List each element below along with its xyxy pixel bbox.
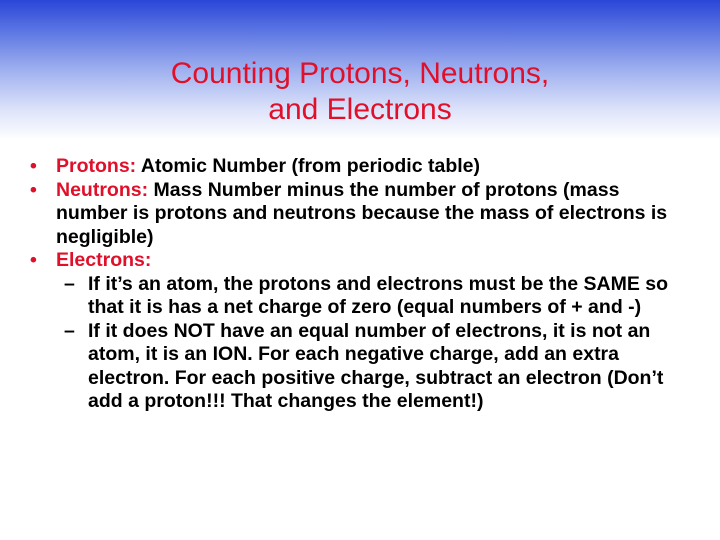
bullet-term-electrons: Electrons: [56,249,152,271]
bullet-electrons [30,249,690,273]
sub-bullet-dash-icon: – [64,272,75,295]
slide-title-line-1: Counting Protons, Neutrons, [170,57,550,90]
bullet-protons [30,155,690,179]
bullet-term-protons: Protons: [56,155,137,177]
sub-bullet-text-ion: If it does NOT have an equal number of electrons, it is not an atom, it is an ION. For each negative charge, add an extra electron. For each positive charge, subtract an electron (Don’t add a proton!!! That changes the element!) [88,319,664,412]
sub-bullet-atom [30,273,690,320]
bullet-dot-icon: • [30,249,37,271]
slide-body [30,155,690,414]
sub-bullet-dash-icon: – [64,319,75,342]
bullet-dot-icon: • [30,178,37,201]
bullet-text-neutrons: Mass Number minus the number of protons (mass number is protons and neutrons because the mass of electrons is negligible) [56,178,668,248]
bullet-dot-icon: • [30,155,37,177]
bullet-neutrons [30,179,690,250]
sub-bullet-ion [30,320,690,414]
bullet-text-protons: Atomic Number (from periodic table) [136,155,480,177]
bullet-term-neutrons: Neutrons: [56,178,149,201]
slide-title [60,56,660,128]
slide-title-line-2: and Electrons [268,93,452,126]
sub-bullet-text-atom: If it’s an atom, the protons and electrons must be the SAME so that it is has a net charge of zero (equal numbers of + and -) [88,272,669,318]
